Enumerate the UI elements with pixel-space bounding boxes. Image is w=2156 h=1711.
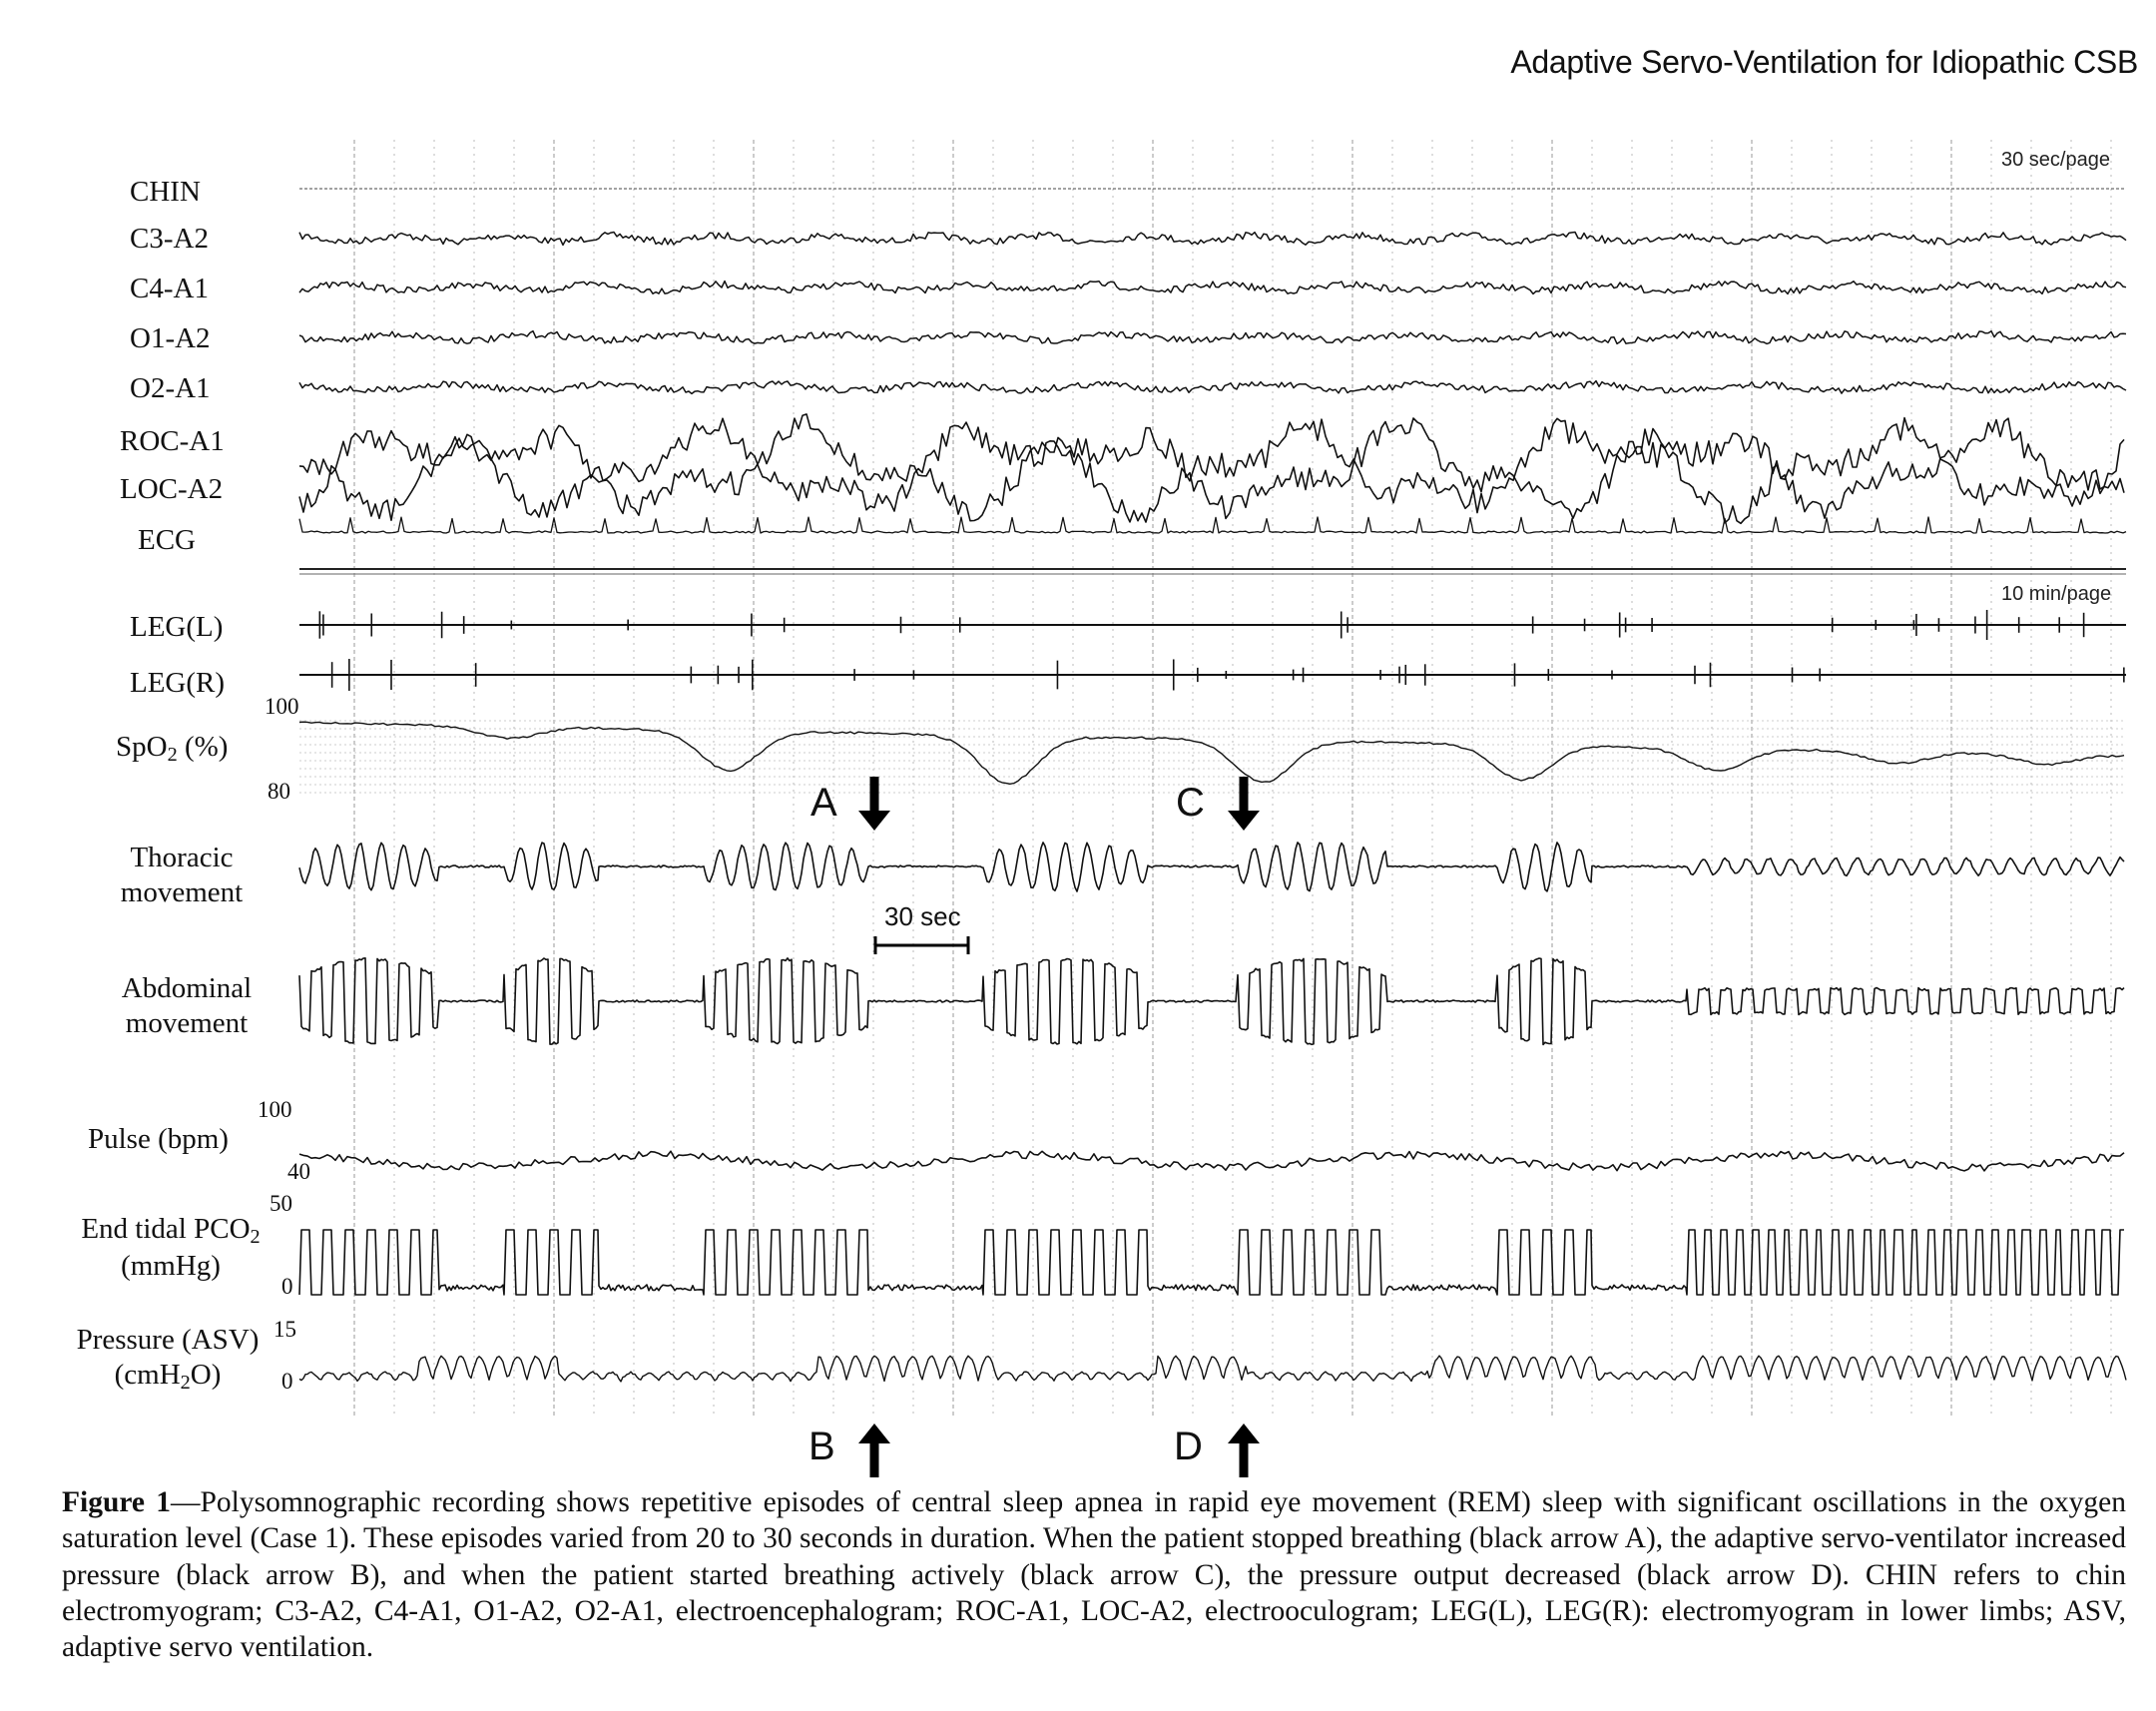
channel-label-pulse: Pulse (bpm) [88, 1123, 229, 1155]
arrow-a-head [858, 811, 890, 831]
time-scale-label: 30 sec [884, 901, 961, 931]
channel-label-ecg: ECG [138, 524, 196, 556]
channel-label-loca2: LOC-A2 [120, 473, 224, 505]
channel-label-o1a2: O1-A2 [130, 322, 211, 354]
channel-label-etco2: End tidal $PCO_2$ (mmHg) [81, 1213, 261, 1283]
channel-label-thoracic: Thoracic movement [120, 842, 244, 908]
channel-label-leg-l: LEG(L) [130, 611, 224, 643]
etco2-max-label: 50 [270, 1191, 292, 1216]
pulse-max-label: 100 [258, 1097, 292, 1122]
spo2-max-label: 100 [265, 694, 299, 719]
eeg-trace [299, 282, 2126, 294]
channel-label-o2a1: O2-A1 [130, 372, 211, 404]
channel-label-roca1: ROC-A1 [120, 425, 225, 457]
caption-text: —Polysomnographic recording shows repetitive episodes of central sleep apnea in rapid eye movement (REM) sleep with significant oscillations in the oxygen saturation level (Case 1). These episodes varied from 20 to 30 seconds in duration. When the patient stopped breathing (black arrow A), the adaptive servo-ventilator increased pressure (black arrow B), and when the patient started breathing actively (black arrow C), the pressure output decreased (black arrow D). CHIN refers to chin electromyogram; C3-A2, C4-A1, O1-A2, O2-A1, electroencephalogram; ROC-A1, LOC-A2, electrooculogram; LEG(L), LEG(R): electromyogram in lower limbs; ASV, adaptive servo ventilation. [62, 1486, 2126, 1664]
etco2-trace [299, 1230, 2124, 1295]
channel-label-abdominal: Abdominal movement [121, 972, 253, 1039]
arrow-d-label: D [1174, 1425, 1203, 1468]
spo2-min-label: 80 [268, 779, 290, 804]
arrow-a-label: A [810, 781, 837, 825]
eeg-trace [299, 233, 2126, 246]
channel-label-chin: CHIN [130, 176, 201, 208]
channel-label-spo2: SpO$_2$ (%) [116, 731, 229, 767]
etco2-min-label: 0 [281, 1274, 293, 1299]
channel-label-pressure: Pressure (ASV) (cmH$_2$O) [76, 1324, 260, 1394]
pulse-trace [299, 1151, 2124, 1171]
spo2-trace [299, 722, 2124, 784]
eeg-trace [299, 331, 2126, 344]
running-title: Adaptive Servo-Ventilation for Idiopathic CSB [1510, 44, 2138, 80]
ecg-trace [299, 517, 2126, 533]
pressure-max-label: 15 [273, 1317, 296, 1342]
pulse-min-label: 40 [287, 1159, 310, 1184]
arrow-c-label: C [1176, 781, 1205, 825]
arrow-c-head [1228, 811, 1260, 831]
arrow-b-head [858, 1424, 890, 1443]
channel-label-leg-r: LEG(R) [130, 667, 226, 699]
paper-speed-bottom: 10 min/page [2001, 583, 2112, 605]
pressure-trace [299, 1356, 2126, 1382]
channel-label-c4a1: C4-A1 [130, 273, 209, 304]
loc-trace [299, 418, 2124, 524]
figure-caption [62, 1484, 2126, 1665]
arrow-b-label: B [808, 1425, 835, 1468]
paper-speed-top: 30 sec/page [2001, 149, 2110, 171]
arrow-d-head [1228, 1424, 1260, 1443]
abdominal-trace [299, 958, 2124, 1045]
figure-label: Figure 1 [62, 1486, 171, 1518]
channel-label-c3a2: C3-A2 [130, 223, 209, 255]
pressure-min-label: 0 [281, 1369, 293, 1394]
eeg-trace [299, 381, 2126, 394]
thoracic-trace [299, 843, 2124, 891]
roc-trace [299, 414, 2124, 521]
